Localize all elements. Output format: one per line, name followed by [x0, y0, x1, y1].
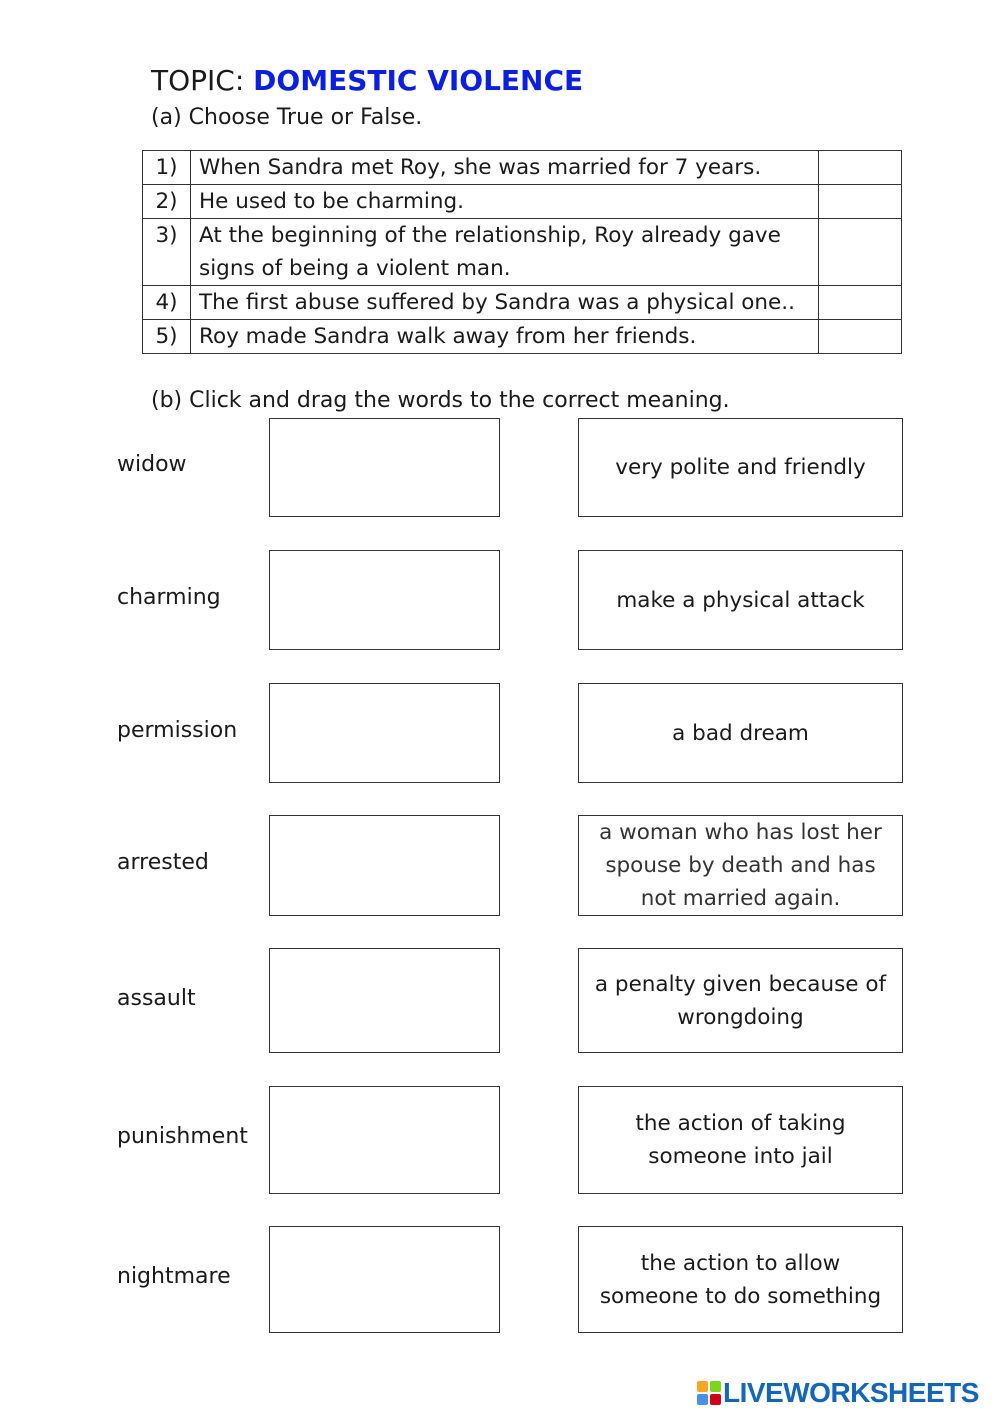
statement-number: 2) [143, 185, 191, 219]
definition-box: the action to allow someone to do something [578, 1226, 903, 1333]
drop-target[interactable] [269, 683, 500, 783]
statement-number: 3) [143, 219, 191, 286]
brand-logo-icon [697, 1381, 721, 1405]
definition-box: very polite and friendly [578, 418, 903, 517]
drop-target[interactable] [269, 418, 500, 517]
brand-name: LIVEWORKSHEETS [723, 1377, 979, 1408]
statement-text: At the beginning of the relationship, Roy already gave signs of being a violent man. [191, 219, 819, 286]
match-row-charming [0, 550, 1000, 650]
word-label[interactable]: nightmare [117, 1264, 231, 1289]
word-label[interactable]: punishment [117, 1124, 248, 1149]
definition-box: a bad dream [578, 683, 903, 783]
statement-number: 1) [143, 151, 191, 185]
match-row-punishment [0, 1086, 1000, 1194]
topic-prefix: TOPIC: [151, 64, 254, 97]
page-title [151, 62, 583, 100]
match-row-assault [0, 948, 1000, 1053]
true-false-table [142, 150, 902, 354]
drop-target[interactable] [269, 815, 500, 916]
definition-box: make a physical attack [578, 550, 903, 650]
answer-cell-4[interactable] [819, 286, 902, 320]
table-row [143, 185, 902, 219]
table-row [143, 151, 902, 185]
statement-number: 5) [143, 320, 191, 354]
table-row [143, 286, 902, 320]
answer-cell-1[interactable] [819, 151, 902, 185]
word-label[interactable]: widow [117, 452, 187, 477]
word-label[interactable]: assault [117, 986, 196, 1011]
word-label[interactable]: arrested [117, 850, 209, 875]
definition-box: a woman who has lost her spouse by death and has not married again. [578, 815, 903, 916]
definition-box: the action of taking someone into jail [578, 1086, 903, 1194]
drop-target[interactable] [269, 948, 500, 1053]
drop-target[interactable] [269, 1226, 500, 1333]
word-label[interactable]: permission [117, 718, 238, 743]
drop-target[interactable] [269, 1086, 500, 1194]
instruction-part-b: (b) Click and drag the words to the correct meaning. [151, 388, 730, 413]
answer-cell-3[interactable] [819, 219, 902, 286]
answer-cell-2[interactable] [819, 185, 902, 219]
statement-number: 4) [143, 286, 191, 320]
match-row-arrested [0, 815, 1000, 916]
definition-box: a penalty given because of wrongdoing [578, 948, 903, 1053]
drop-target[interactable] [269, 550, 500, 650]
statement-text: The first abuse suffered by Sandra was a physical one.. [191, 286, 819, 320]
match-row-widow [0, 418, 1000, 517]
statement-text: When Sandra met Roy, she was married for 7 years. [191, 151, 819, 185]
topic-title: DOMESTIC VIOLENCE [253, 64, 584, 97]
match-row-nightmare [0, 1226, 1000, 1333]
liveworksheets-logo [697, 1378, 979, 1408]
word-label[interactable]: charming [117, 585, 221, 610]
match-row-permission [0, 683, 1000, 783]
answer-cell-5[interactable] [819, 320, 902, 354]
instruction-part-a: (a) Choose True or False. [151, 105, 423, 130]
statement-text: Roy made Sandra walk away from her friends. [191, 320, 819, 354]
statement-text: He used to be charming. [191, 185, 819, 219]
table-row [143, 320, 902, 354]
table-row [143, 219, 902, 286]
